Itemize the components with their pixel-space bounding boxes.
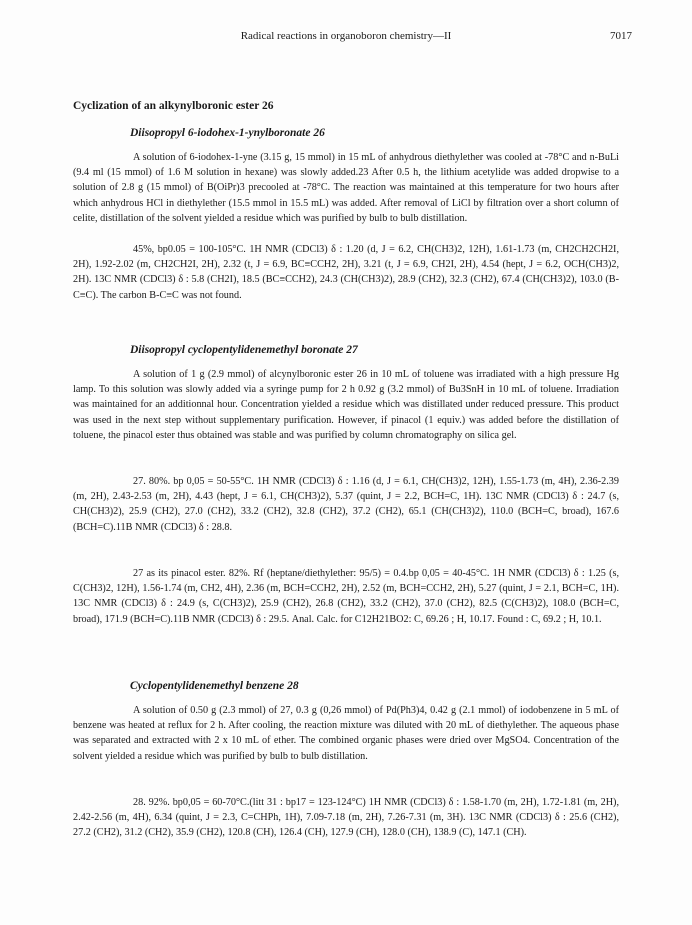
compound-27-pinacol-data	[73, 566, 619, 627]
page-number: 7017	[610, 30, 632, 42]
paragraph: 27. 80%. bp 0,05 = 50-55°C. 1H NMR (CDCl3) δ : 1.16 (d, J = 6.1, CH(CH3)2, 12H), 1.55-1.73 (m, 4H), 2.36-2.39 (m, 2H), 2.43-2.53 (m, 2H), 4.43 (hept, J = 6.1, CH(CH3)2), 5.37 (quint, J = 2.2, BCH=C, 1H). 13C NMR (CDCl3) δ : 24.7 (s, CH(CH3)2), 25.9 (CH2), 27.0 (CH2), 33.2 (CH2), 32.8 (CH2), 37.2 (CH2), 65.1 (CH(CH3)2), 110.0 (BCH=C, broad), 167.6 (BCH=C).11B NMR (CDCl3) δ : 28.8.	[73, 476, 619, 533]
running-title: Radical reactions in organoboron chemistry—II	[240, 30, 452, 42]
paragraph: 45%, bp0.05 = 100-105°C. 1H NMR (CDCl3) δ : 1.20 (d, J = 6.2, CH(CH3)2, 12H), 1.61-1.73 (m, CH2CH2CH2I, 2H), 1.92-2.02 (m, CH2CH2I, 2H), 2.32 (t, J = 6.9, BC≡CCH2, 2H), 3.21 (t, J = 6.9, CH2I, 2H), 4.54 (hept, J = 6.2, OCH(CH3)2, 2H). 13C NMR (CDCl3) δ : 5.8 (CH2I), 18.5 (BC≡CCH2), 24.3 (CH(CH3)2), 28.9 (CH2), 32.3 (CH2), 67.4 (CH(CH3)2), 103.0 (B-C≡C). The carbon B-C≡C was not found.	[73, 244, 619, 301]
compound-28-data	[73, 795, 619, 841]
compound-title-26: Diisopropyl 6-iodohex-1-ynylboronate 26	[130, 127, 325, 139]
compound-28-procedure	[73, 703, 619, 764]
paragraph: A solution of 0.50 g (2.3 mmol) of 27, 0.3 g (0,26 mmol) of Pd(Ph3)4, 0.42 g (2.1 mmol) of iodobenzene in 5 mL of benzene was heated at reflux for 2 h. After cooling, the reaction mixture was diluted with 20 mL of diethylether. The aqueous phase was separated and extracted with 2 x 10 mL of ether. The combined organic phases were dried over MgSO4. Concentration of the solvent yielded a residue which was purified by bulb to bulb distillation.	[73, 705, 619, 762]
paragraph: 27 as its pinacol ester. 82%. Rf (heptane/diethylether: 95/5) = 0.4.bp 0,05 = 40-45°C. 1H NMR (CDCl3) δ : 1.25 (s, C(CH3)2, 12H), 1.56-1.74 (m, CH2, 4H), 2.36 (m, BCH=CCH2, 2H), 2.52 (m, BCH=CCH2, 2H), 5.27 (quint, J = 2.1, BCH=C, 1H). 13C NMR (CDCl3) δ : 24.9 (s, C(CH3)2), 25.9 (CH2), 26.8 (CH2), 33.2 (CH2), 37.0 (CH2), 82.5 (C(CH3)2), 108.0 (BCH=C, broad), 171.9 (BCH=C).11B NMR (CDCl3) δ : 29.5. Anal. Calc. for C12H21BO2: C, 69.26 ; H, 10.17. Found : C, 69.2 ; H, 10.1.	[73, 568, 619, 625]
compound-27-data	[73, 474, 619, 535]
paragraph: 28. 92%. bp0,05 = 60-70°C.(litt 31 : bp17 = 123-124°C) 1H NMR (CDCl3) δ : 1.58-1.70 (m, 2H), 1.72-1.81 (m, 2H), 2.42-2.56 (m, 4H), 6.34 (quint, J = 2.3, C=CHPh, 1H), 7.09-7.18 (m, 2H), 7.26-7.31 (m, 3H). 13C NMR (CDCl3) δ : 25.6 (CH2), 27.2 (CH2), 31.2 (CH2), 35.9 (CH2), 120.8 (CH), 126.4 (CH), 127.9 (CH), 128.0 (CH), 138.9 (C), 147.1 (CH).	[73, 797, 619, 839]
paragraph: A solution of 6-iodohex-1-yne (3.15 g, 15 mmol) in 15 mL of anhydrous diethylether was cooled at -78°C and n-BuLi (9.4 ml (15 mmol) of 1.6 M solution in hexane) was slowly added.23 After 0.5 h, the lithium acetylide was added dropwise to a solution of 2.8 g (15 mmol) of B(OiPr)3 precooled at -78°C. The reaction was maintained at this temperature for two hours after which anhydrous HCl in diethylether (15.5 mmol in 15.5 mL) was added. After removal of LiCl by filtration over a short column of celite, distillation of the solvent yielded a residue which was purified by bulb to bulb distillation.	[73, 152, 619, 224]
section-title: Cyclization of an alkynylboronic ester 26	[73, 100, 274, 112]
compound-title-28: Cyclopentylidenemethyl benzene 28	[130, 680, 299, 692]
compound-27-procedure	[73, 367, 619, 443]
compound-26-procedure	[73, 150, 619, 226]
compound-26-data	[73, 242, 619, 303]
paragraph: A solution of 1 g (2.9 mmol) of alcynylboronic ester 26 in 10 mL of toluene was irradiated with a high pressure Hg lamp. To this solution was slowly added via a syringe pump for 2 h 0.92 g (3.2 mmol) of Bu3SnH in 10 mL of toluene. Irradiation was maintained for an additionnal hour. Concentration yielded a residue which was distillated under reduced pressure. This product was used in the next step without supplementary purification. However, if pinacol (1 equiv.) was added before the distillation of toluene, the pinacol ester thus obtained was stable and was purified by column chromatography on silica gel.	[73, 369, 619, 441]
compound-title-27: Diisopropyl cyclopentylidenemethyl boronate 27	[130, 344, 358, 356]
